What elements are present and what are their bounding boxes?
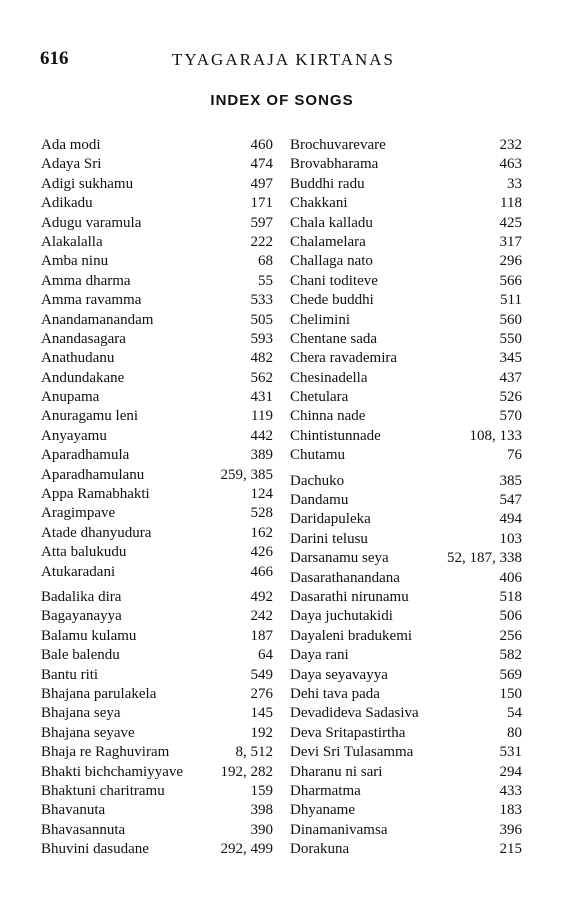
page-reference: 431 (250, 389, 273, 406)
page-reference: 593 (250, 330, 273, 347)
page-reference: 389 (250, 447, 273, 464)
song-name: Appa Ramabhakti (41, 486, 150, 503)
index-entry (290, 646, 522, 665)
index-entry (290, 588, 522, 607)
song-name: Andundakane (41, 369, 125, 386)
page-reference: 474 (250, 156, 273, 173)
song-name: Alakalalla (41, 233, 103, 250)
song-name: Chakkani (290, 195, 348, 212)
song-name: Adugu varamula (41, 214, 142, 231)
page-header (40, 48, 524, 74)
index-entry (41, 369, 273, 388)
song-name: Balamu kulamu (41, 627, 137, 644)
song-name: Chalamelara (290, 233, 366, 250)
index-entry (41, 763, 273, 782)
index-entry (41, 466, 273, 485)
index-entry (41, 407, 273, 426)
page-reference: 276 (250, 685, 273, 702)
index-entry (41, 427, 273, 446)
index-entry (41, 446, 273, 465)
page-reference: 52, 187, 338 (447, 550, 522, 567)
page-reference: 582 (499, 647, 522, 664)
index-entry (41, 252, 273, 271)
index-entry (41, 349, 273, 368)
song-name: Adaya Sri (41, 156, 102, 173)
song-name: Dinamanivamsa (290, 821, 388, 838)
song-name: Dachuko (290, 472, 345, 489)
song-name: Aparadhamulanu (41, 466, 145, 483)
index-entry (290, 427, 522, 446)
page-reference: 482 (250, 350, 273, 367)
song-name: Bhajana seya (41, 705, 121, 722)
song-name: Anathudanu (41, 350, 115, 367)
page-reference: 103 (499, 530, 522, 547)
index-entry (41, 291, 273, 310)
page-reference: 8, 512 (235, 744, 273, 761)
page-reference: 118 (500, 195, 522, 212)
index-entry (290, 743, 522, 762)
song-name: Amma ravamma (41, 292, 142, 309)
index-column-right (290, 136, 522, 859)
song-name: Dhyaname (290, 802, 355, 819)
index-entry (41, 666, 273, 685)
page-reference: 497 (250, 175, 273, 192)
index-entry (41, 485, 273, 504)
song-name: Chera ravademira (290, 350, 398, 367)
song-name: Daya juchutakidi (290, 608, 393, 625)
song-name: Chutamu (290, 447, 345, 464)
song-name: Bhakti bichchamiyyave (41, 763, 184, 780)
page-reference: 569 (499, 666, 522, 683)
page-reference: 68 (258, 253, 273, 270)
page-reference: 560 (499, 311, 522, 328)
index-entry (41, 136, 273, 155)
song-name: Darsanamu seya (290, 550, 389, 567)
page-reference: 511 (500, 292, 522, 309)
song-name: Dehi tava pada (290, 685, 380, 702)
index-entry (290, 782, 522, 801)
index-entry (290, 704, 522, 723)
index-entry (41, 175, 273, 194)
song-name: Chani toditeve (290, 272, 378, 289)
song-name: Chede buddhi (290, 292, 374, 309)
page-reference: 406 (499, 569, 522, 586)
page-reference: 505 (250, 311, 273, 328)
index-entry (290, 136, 522, 155)
song-name: Devadideva Sadasiva (290, 705, 419, 722)
page-reference: 433 (499, 782, 522, 799)
page-reference: 597 (250, 214, 273, 231)
song-name: Dharanu ni sari (290, 763, 383, 780)
song-name: Challaga nato (290, 253, 373, 270)
page-reference: 108, 133 (469, 427, 522, 444)
index-entry (41, 821, 273, 840)
song-name: Anupama (41, 389, 100, 406)
page-reference: 76 (507, 447, 522, 464)
page-reference: 547 (499, 492, 522, 509)
index-entry (41, 704, 273, 723)
index-entry (290, 569, 522, 588)
page-reference: 562 (250, 369, 273, 386)
song-name: Bhavasannuta (41, 821, 126, 838)
page-reference: 222 (250, 233, 273, 250)
song-name: Amba ninu (41, 253, 109, 270)
song-name: Anuragamu leni (41, 408, 139, 425)
song-name: Daya seyavayya (290, 666, 388, 683)
page-reference: 159 (250, 782, 273, 799)
index-title: INDEX OF SONGS (210, 92, 354, 109)
index-entry (290, 252, 522, 271)
index-entry (41, 840, 273, 859)
index-entry (41, 801, 273, 820)
index-entry (290, 369, 522, 388)
song-name: Dasarathanandana (290, 569, 400, 586)
song-name: Bhajana parulakela (41, 685, 157, 702)
page-reference: 171 (250, 195, 273, 212)
index-entry (290, 349, 522, 368)
page-reference: 256 (499, 627, 522, 644)
page-reference: 150 (499, 685, 522, 702)
index-entry (290, 724, 522, 743)
index-entry (290, 821, 522, 840)
index-entry (290, 549, 522, 568)
song-name: Bagayanayya (41, 608, 122, 625)
song-name: Bhuvini dasudane (41, 841, 149, 858)
page-reference: 55 (258, 272, 273, 289)
page-reference: 533 (250, 292, 273, 309)
index-entry (290, 330, 522, 349)
song-name: Chesinadella (290, 369, 368, 386)
song-name: Dorakuna (290, 841, 350, 858)
page-reference: 460 (250, 137, 273, 153)
song-name: Daridapuleka (290, 511, 371, 528)
song-name: Chintistunnade (290, 427, 381, 444)
song-name: Dandamu (290, 492, 349, 509)
page-reference: 242 (250, 608, 273, 625)
song-name: Brovabharama (290, 156, 379, 173)
song-name: Atade dhanyudura (41, 524, 152, 541)
page-reference: 54 (507, 705, 522, 722)
index-entry (290, 155, 522, 174)
song-name: Dasarathi nirunamu (290, 588, 409, 605)
index-entry (41, 685, 273, 704)
song-name: Adikadu (41, 195, 93, 212)
song-name: Dayaleni bradukemi (290, 627, 413, 644)
page-reference: 528 (250, 505, 273, 522)
index-entry (41, 588, 273, 607)
page-reference: 494 (499, 511, 522, 528)
page-reference: 396 (499, 821, 522, 838)
page-reference: 390 (250, 821, 273, 838)
page-reference: 437 (499, 369, 522, 386)
song-name: Chentane sada (290, 330, 378, 347)
index-entry (290, 291, 522, 310)
song-name: Aparadhamula (41, 447, 130, 464)
song-name: Bhaktuni charitramu (41, 782, 165, 799)
song-name: Chelimini (290, 311, 350, 328)
song-name: Darini telusu (290, 530, 368, 547)
song-name: Chinna nade (290, 408, 366, 425)
index-entry (41, 607, 273, 626)
page-reference: 506 (499, 608, 522, 625)
index-entry (41, 155, 273, 174)
index-entry (290, 510, 522, 529)
index-entry (41, 272, 273, 291)
page-reference: 259, 385 (220, 466, 273, 483)
index-entry (290, 311, 522, 330)
page-reference: 145 (250, 705, 273, 722)
page-reference: 119 (251, 408, 273, 425)
index-entry (290, 388, 522, 407)
page-reference: 570 (499, 408, 522, 425)
page-reference: 518 (499, 588, 522, 605)
song-name: Daya rani (290, 647, 349, 664)
page-reference: 466 (250, 563, 273, 580)
song-name: Deva Sritapastirtha (290, 724, 406, 741)
page-reference: 526 (499, 389, 522, 406)
index-entry (41, 504, 273, 523)
song-name: Bale balendu (41, 647, 120, 664)
index-entry (290, 472, 522, 491)
song-name: Bhavanuta (41, 802, 106, 819)
index-entry (41, 311, 273, 330)
song-name: Aragimpave (41, 505, 116, 522)
index-entry (41, 627, 273, 646)
index-entry (290, 627, 522, 646)
page-reference: 317 (499, 233, 522, 250)
book-title: TYAGARAJA KIRTANAS (172, 50, 395, 69)
index-entry (290, 607, 522, 626)
page-reference: 124 (250, 486, 273, 503)
index-entry (41, 524, 273, 543)
index-entry (290, 801, 522, 820)
song-name: Ada modi (41, 137, 101, 153)
page-reference: 463 (499, 156, 522, 173)
index-entry (41, 543, 273, 562)
song-name: Devi Sri Tulasamma (290, 744, 414, 761)
index-entry (41, 330, 273, 349)
song-name: Anyayamu (41, 427, 107, 444)
index-entry (290, 175, 522, 194)
page-reference: 64 (258, 647, 273, 664)
song-name: Brochuvarevare (290, 137, 386, 153)
page-reference: 296 (499, 253, 522, 270)
index-entry (290, 407, 522, 426)
index-entry (41, 743, 273, 762)
page-reference: 33 (507, 175, 522, 192)
page-reference: 531 (499, 744, 522, 761)
index-entry (41, 646, 273, 665)
song-name: Adigi sukhamu (41, 175, 134, 192)
index-entry (290, 194, 522, 213)
index-entry (290, 840, 522, 859)
page-reference: 549 (250, 666, 273, 683)
song-name: Atta balukudu (41, 544, 127, 561)
index-entry (290, 763, 522, 782)
song-name: Anandasagara (41, 330, 126, 347)
index-entry (41, 194, 273, 213)
index-entry (290, 272, 522, 291)
song-name: Chetulara (290, 389, 349, 406)
page-reference: 385 (499, 472, 522, 489)
song-name: Badalika dira (41, 588, 122, 605)
song-name: Dharmatma (290, 782, 361, 799)
song-name: Atukaradani (41, 563, 116, 580)
index-entry (290, 666, 522, 685)
song-name: Bhaja re Raghuviram (41, 744, 170, 761)
page-reference: 187 (250, 627, 273, 644)
page-reference: 550 (499, 330, 522, 347)
index-entry (41, 233, 273, 252)
page-reference: 426 (250, 544, 273, 561)
page-number: 616 (40, 48, 69, 69)
page-reference: 162 (250, 524, 273, 541)
index-entry (41, 214, 273, 233)
index-entry (290, 214, 522, 233)
index-entry (290, 233, 522, 252)
page-reference: 425 (499, 214, 522, 231)
page-reference: 292, 499 (220, 841, 273, 858)
page-reference: 192, 282 (220, 763, 273, 780)
page-reference: 215 (499, 841, 522, 858)
index-entry (290, 491, 522, 510)
index-entry (290, 530, 522, 549)
index-entry (290, 446, 522, 465)
index-entry (41, 563, 273, 582)
page-reference: 398 (250, 802, 273, 819)
page-reference: 345 (499, 350, 522, 367)
song-name: Bhajana seyave (41, 724, 135, 741)
song-name: Bantu riti (41, 666, 99, 683)
page-reference: 192 (250, 724, 273, 741)
page-reference: 566 (499, 272, 522, 289)
song-name: Buddhi radu (290, 175, 365, 192)
song-name: Anandamanandam (41, 311, 154, 328)
index-entry (41, 388, 273, 407)
song-name: Chala kalladu (290, 214, 373, 231)
song-name: Amma dharma (41, 272, 131, 289)
page-reference: 80 (507, 724, 522, 741)
page-reference: 492 (250, 588, 273, 605)
index-entry (290, 685, 522, 704)
page-reference: 232 (499, 137, 522, 153)
page-reference: 294 (499, 763, 522, 780)
page-reference: 442 (250, 427, 273, 444)
index-entry (41, 782, 273, 801)
index-column-left (41, 136, 273, 859)
index-entry (41, 724, 273, 743)
page-reference: 183 (499, 802, 522, 819)
